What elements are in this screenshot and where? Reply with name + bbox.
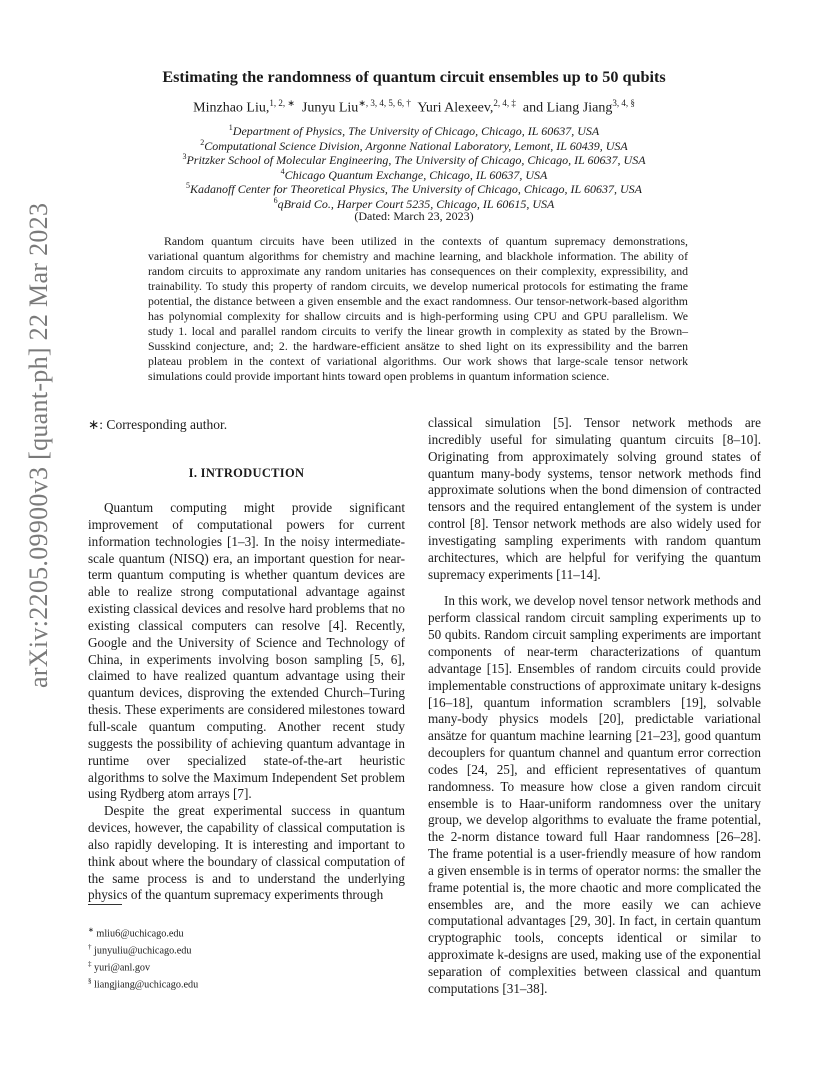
right-column [428,415,761,998]
footnote-mark: ∗ [88,926,94,934]
date-line: (Dated: March 23, 2023) [354,209,474,223]
affiliation-text: Kadanoff Center for Theoretical Physics, The University of Chicago, Chicago, IL 60637, USA [190,182,642,196]
author-affiliation-marks: 2, 4, ‡ [493,98,516,108]
footnote-mark: † [88,942,92,951]
affiliation-number: 6 [273,195,278,205]
footnotes [88,924,198,992]
affiliation-text: Computational Science Division, Argonne National Laboratory, Lemont, IL 60439, USA [204,138,628,153]
author-list [0,98,828,117]
author-name: Minzhao Liu, [193,100,270,116]
affiliation-number: 1 [228,123,233,132]
corresponding-author-note: ∗: Corresponding author. [88,417,228,432]
author-affiliation-marks: 1, 2, ∗ [269,98,295,108]
footnote [88,975,198,992]
body-paragraph: In this work, we develop novel tensor network methods and perform classical random circuit sampling experiments up to 50 qubits. Random circuit sampling experiments are important components of near-term characterizations of quantum advantage [15]. Ensembles of random circuits could provide implementable constructions of approximate unitary k-designs [16–18], quantum information scramblers [19], solvable many-body physics models [20], predictable variational ansätze for quantum machine learning [21–23], good quantum decouplers for quantum channel and quantum error correction codes [24, 25], and efficient representatives of quantum randomness. To measure how close a given random circuit ensemble is to Haar-uniform randomness over the unitary group, we develop algorithms to evaluate the frame potential, the 2-norm distance toward full Haar randomness [26–28]. The frame potential is a user-friendly measure of how random a given ensemble is in terms of operator norms: the smaller the frame potential is, the more chaotic and more complicated the ensembles are, and the more easily we can achieve computational advantages [29, 30]. In fact, in certain quantum cryptographic tools, concepts identical or similar to approximate k-designs are used, making use of the exponential separation of complexities between classical and quantum computations [31–38]. [428,593,761,996]
footnote-email: mliu6@uchicago.edu [96,928,184,940]
footnote-email: junyuliu@uchicago.edu [94,945,192,957]
affiliation-number: 4 [280,166,285,176]
footnote-email: liangjiang@uchicago.edu [94,979,199,991]
author-affiliation-marks: ∗, 3, 4, 5, 6, † [358,98,411,108]
affiliation-number: 2 [200,137,205,147]
affiliation-number: 5 [186,181,191,190]
footnote-divider [88,904,122,905]
author-affiliation-marks: 3, 4, § [612,98,635,108]
abstract: Random quantum circuits have been utilized in the contexts of quantum supremacy demonstrations, variational quantum algorithms for chemistry and machine learning, and blackhole information. The ability of random circuits to approximate any random unitaries has consequences on their complexity, expressibility, and trainability. To study this property of random circuits, we develop numerical protocols for estimating the frame potential, the distance between a given ensemble and the exact randomness. Our tensor-network-based algorithm has polynomial complexity for shallow circuits and is high-performing using CPU and GPU parallelism. We study 1. local and parallel random circuits to verify the linear growth in complexity as stated by the Brown–Susskind conjecture, and; 2. the hardware-efficient ansätze to shed light on its expressibility and the barren plateau problem in the context of variational algorithms. Our work shows that large-scale tensor network simulations could provide important hints toward open problems in quantum information science. [148,234,688,384]
section-heading: I. INTRODUCTION [188,466,305,480]
footnote-mark: § [88,976,92,985]
footnote [88,958,198,975]
footnote [88,924,198,941]
affiliation-text: Chicago Quantum Exchange, Chicago, IL 60637, USA [284,167,548,182]
footnote-mark: ‡ [88,959,92,968]
author-name: Junyu Liu [301,100,359,116]
affiliation-text: Pritzker School of Molecular Engineering, The University of Chicago, Chicago, IL 60637, USA [186,153,646,167]
affiliation-text: qBraid Co., Harper Court 5235, Chicago, IL 60615, USA [277,196,555,211]
affiliation-text: Department of Physics, The University of Chicago, Chicago, IL 60637, USA [232,124,600,138]
left-column [88,500,405,904]
author-name: and Liang Jiang [522,100,613,116]
body-paragraph: Despite the great experimental success in quantum devices, however, the capability of classical computation is also rapidly developing. It is interesting and important to think about where the boundary of classical computation of the same process is and to understand the underlying physics of the quantum supremacy experiments through [88,803,405,903]
footnote [88,941,198,958]
body-paragraph: Quantum computing might provide significant improvement of computational powers for current information technologies [1–3]. In the noisy intermediate-scale quantum (NISQ) era, an important question for near-term quantum computing is whether quantum devices are able to realize strong computational advantage against existing classical devices and resolve hard problems that no existing classical computers can resolve [4]. Recently, Google and the University of Science and Technology of China, in experiments involving boson sampling [5, 6], claimed to have realized quantum advantage using their quantum devices, disproving the extended Church–Turing thesis. These experiments are considered milestones toward full-scale quantum computing. Another recent study suggests the possibility of achieving quantum advantage in runtime over specialized state-of-the-art heuristic algorithms to solve the Maximum Independent Set problem using Rydberg atom arrays [7]. [88,500,405,802]
affiliation-number: 3 [182,152,187,161]
footnote-email: yuri@anl.gov [94,962,151,974]
author-name: Yuri Alexeev, [417,100,494,116]
arxiv-identifier-stamp: arXiv:2205.09900v3 [quant-ph] 22 Mar 2023 [24,202,53,688]
body-paragraph: classical simulation [5]. Tensor network methods are incredibly useful for simulating quantum circuits [8–10]. Originating from approximately solving ground states of quantum many-body systems, tensor network methods find approximate solutions when the bond dimension of contracted tensors and the required entanglement of the system is under control [8]. Tensor network methods are also widely used for investigating sampling experiments with random quantum architectures, which are helpful for verifying the quantum supremacy experiments [11–14]. [428,415,761,582]
paper-title: Estimating the randomness of quantum circuit ensembles up to 50 qubits [162,68,666,86]
